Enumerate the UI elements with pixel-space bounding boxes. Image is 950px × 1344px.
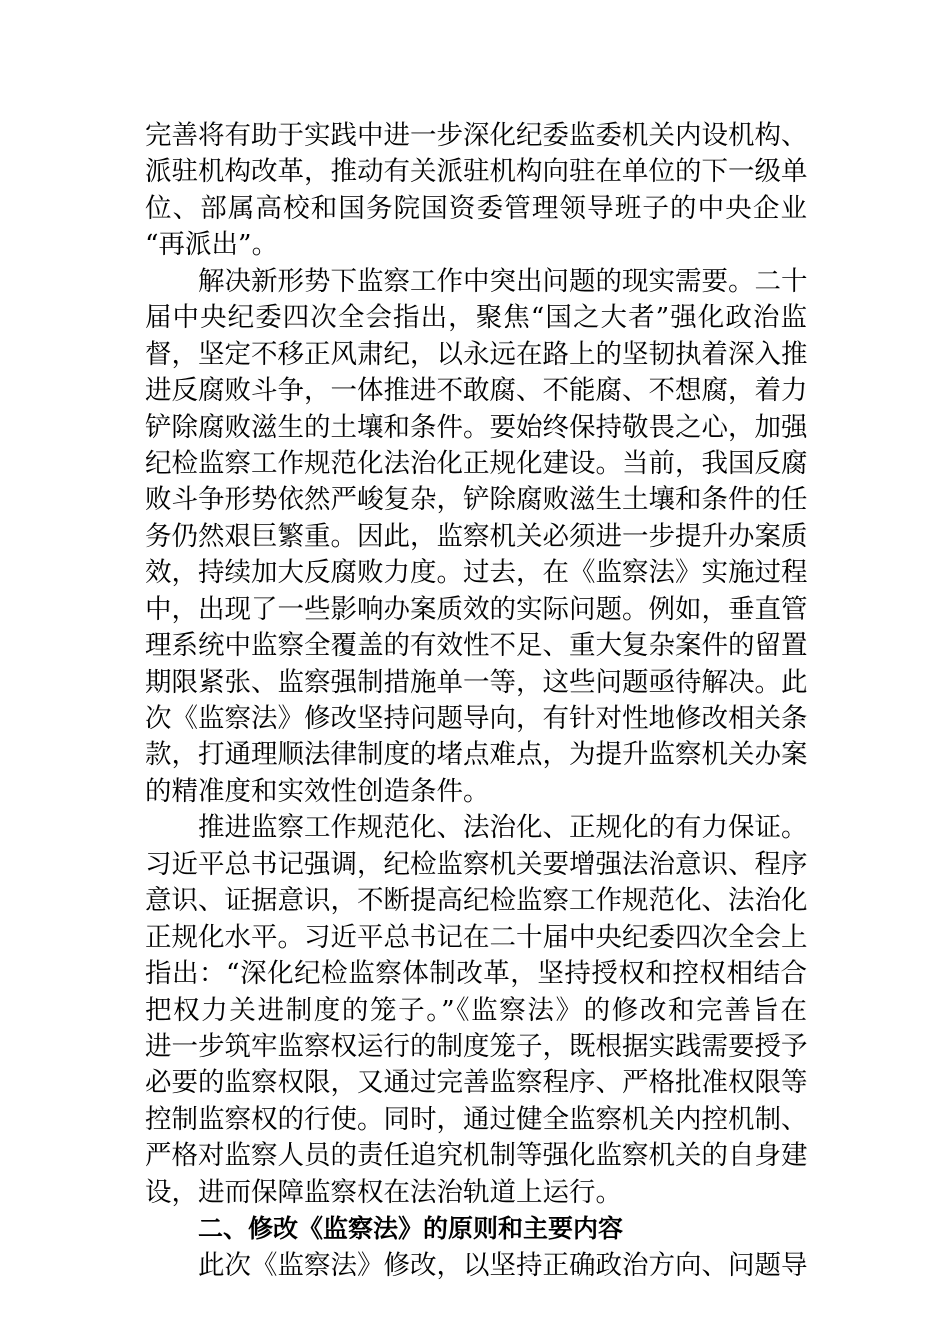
text-line-25: 把权力关进制度的笼子。”《监察法》的修改和完善旨在 (145, 994, 807, 1026)
text-line-11: 败斗争形势依然严峻复杂，铲除腐败滋生土壤和条件的任 (145, 484, 807, 516)
text-line-21: 习近平总书记强调，纪检监察机关要增强法治意识、程序 (145, 848, 807, 880)
text-line-13: 效，持续加大反腐败力度。过去，在《监察法》实施过程 (145, 557, 807, 589)
text-line-12: 务仍然艰巨繁重。因此，监察机关必须进一步提升办案质 (145, 520, 807, 552)
text-line-27: 必要的监察权限，又通过完善监察程序、严格批准权限等 (145, 1067, 807, 1099)
text-line-28: 控制监察权的行使。同时，通过健全监察机关内控机制、 (145, 1103, 807, 1135)
text-line-14: 中，出现了一些影响办案质效的实际问题。例如，垂直管 (145, 593, 807, 625)
text-line-26: 进一步筑牢监察权运行的制度笼子，既根据实践需要授予 (145, 1030, 807, 1062)
text-line-30: 设，进而保障监察权在法治轨道上运行。 (145, 1176, 622, 1208)
text-line-15: 理系统中监察全覆盖的有效性不足、重大复杂案件的留置 (145, 630, 807, 662)
text-line-18: 款，打通理顺法律制度的堵点难点，为提升监察机关办案 (145, 739, 807, 771)
text-line-2: 派驻机构改革，推动有关派驻机构向驻在单位的下一级单 (145, 156, 807, 188)
text-line-23: 正规化水平。习近平总书记在二十届中央纪委四次全会上 (145, 921, 807, 953)
document-page (145, 118, 807, 1284)
text-line-17: 次《监察法》修改坚持问题导向，有针对性地修改相关条 (145, 703, 807, 734)
text-line-1: 完善将有助于实践中进一步深化纪委监委机关内设机构、 (145, 120, 807, 151)
text-line-8: 进反腐败斗争，一体推进不敢腐、不能腐、不想腐，着力 (145, 375, 807, 407)
text-line-3: 位、部属高校和国务院国资委管理领导班子的中央企业 (145, 192, 807, 224)
text-line-6: 届中央纪委四次全会指出，聚焦“国之大者”强化政治监 (145, 302, 807, 334)
text-line-7: 督，坚定不移正风肃纪，以永远在路上的坚韧执着深入推 (145, 338, 807, 370)
paragraph-start-line: 此次《监察法》修改，以坚持正确政治方向、问题导 (198, 1249, 807, 1281)
paragraph-start-line: 解决新形势下监察工作中突出问题的现实需要。二十 (198, 265, 807, 297)
text-line-16: 期限紧张、监察强制措施单一等，这些问题亟待解决。此 (145, 666, 807, 698)
text-line-9: 铲除腐败滋生的土壤和条件。要始终保持敬畏之心，加强 (145, 411, 807, 443)
section-heading: 二、修改《监察法》的原则和主要内容 (198, 1214, 624, 1244)
text-line-10: 纪检监察工作规范化法治化正规化建设。当前，我国反腐 (145, 447, 807, 479)
text-line-24: 指出：“深化纪检监察体制改革，坚持授权和控权相结合 (145, 958, 807, 990)
text-line-22: 意识、证据意识，不断提高纪检监察工作规范化、法治化 (145, 885, 807, 917)
paragraph-start-line: 推进监察工作规范化、法治化、正规化的有力保证。 (198, 812, 807, 844)
text-line-4: “再派出”。 (145, 229, 279, 261)
text-line-19: 的精准度和实效性创造条件。 (145, 775, 490, 807)
text-line-29: 严格对监察人员的责任追究机制等强化监察机关的自身建 (145, 1140, 807, 1172)
